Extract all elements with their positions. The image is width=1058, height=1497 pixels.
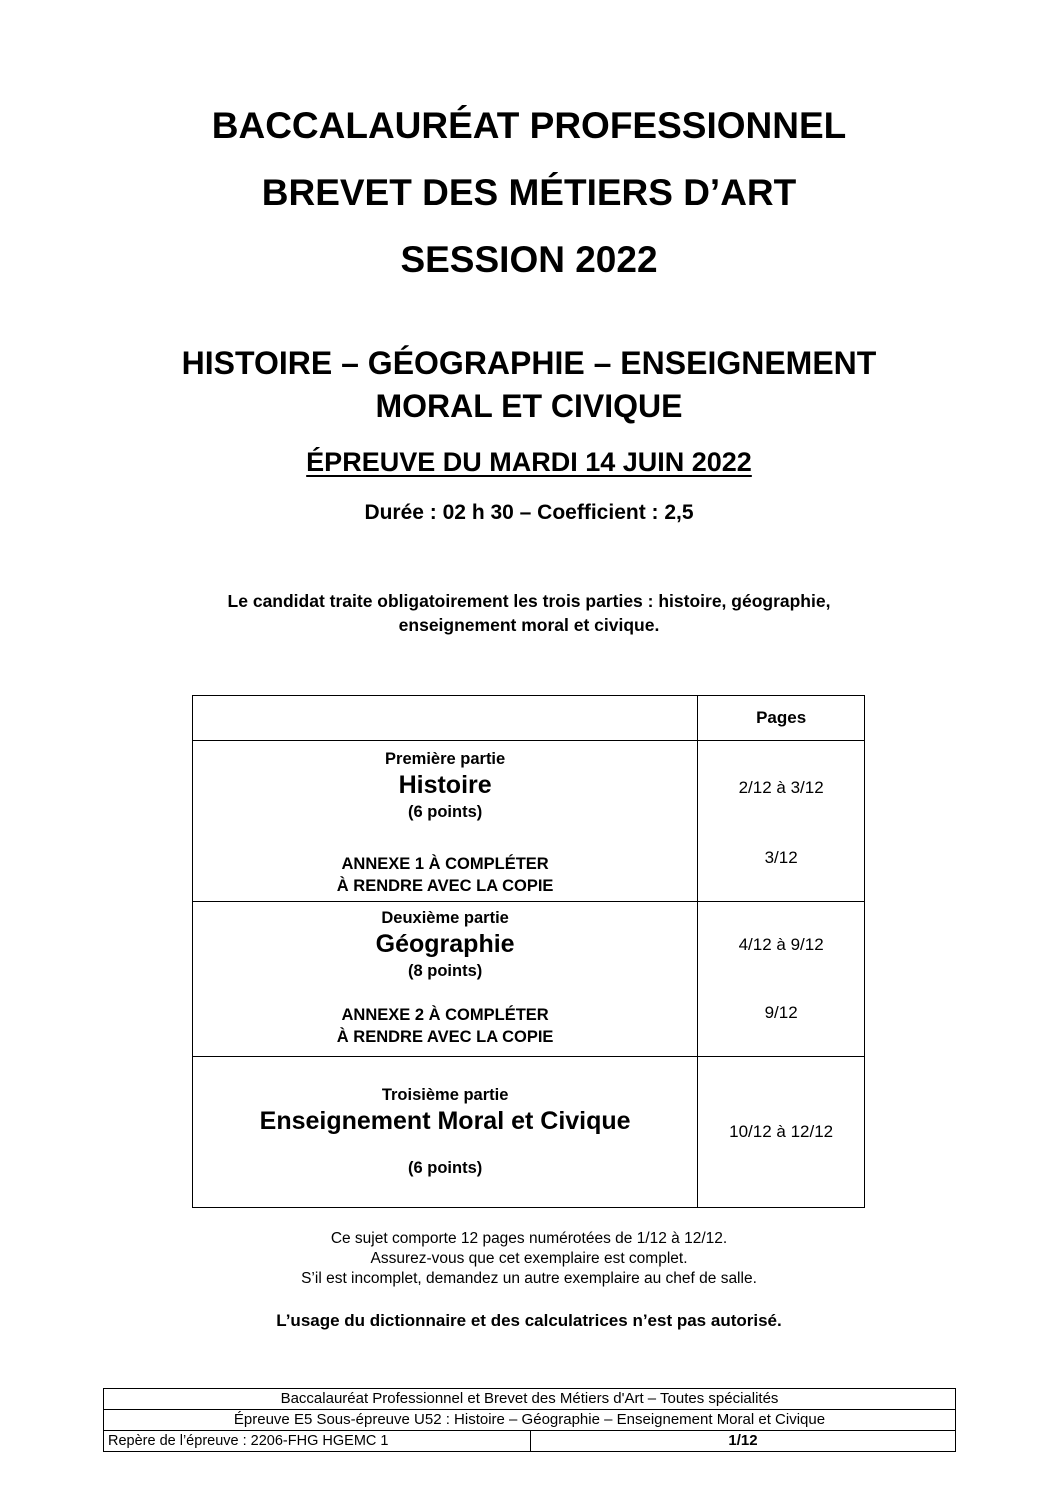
part-1-label: Première partie [385, 750, 506, 768]
part-1-title: Histoire [398, 771, 492, 799]
annexe-2-line-1: ANNEXE 2 À COMPLÉTER [341, 1006, 549, 1024]
part-2-title: Géographie [375, 930, 515, 958]
part-3-title: Enseignement Moral et Civique [259, 1107, 631, 1135]
table-header-row [193, 696, 865, 741]
part-3-cell [193, 1057, 698, 1208]
subject-line-2: MORAL ET CIVIQUE [375, 388, 683, 424]
duration-coefficient: Durée : 02 h 30 – Coefficient : 2,5 [364, 501, 694, 524]
exam-date: ÉPREUVE DU MARDI 14 JUIN 2022 [306, 447, 752, 477]
header-line-3: SESSION 2022 [400, 239, 658, 280]
header-line-1: BACCALAURÉAT PROFESSIONNEL [211, 105, 847, 146]
annexe-2-line-2: À RENDRE AVEC LA COPIE [336, 1028, 554, 1046]
part-1-pages: 2/12 à 3/12 [738, 778, 824, 797]
footer-diploma: Baccalauréat Professionnel et Brevet des Métiers d'Art – Toutes spécialités [104, 1389, 956, 1410]
part-2-points: (8 points) [408, 962, 483, 980]
part-2-pages-cell [698, 902, 865, 1057]
part-1-cell [193, 741, 698, 902]
parts-table [192, 695, 865, 1208]
part-3-pages: 10/12 à 12/12 [729, 1122, 834, 1141]
part-1-pages-cell [698, 741, 865, 902]
intro-line-1: Le candidat traite obligatoirement les trois parties : histoire, géographie, [227, 591, 831, 611]
footer-row-2 [104, 1410, 956, 1431]
part-2-cell [193, 902, 698, 1057]
calculator-warning: L’usage du dictionnaire et des calculatrices n’est pas autorisé. [276, 1311, 782, 1330]
notice-line-3: S’il est incomplet, demandez un autre exemplaire au chef de salle. [301, 1270, 757, 1287]
table-row-part-1 [193, 741, 865, 902]
subject-line-1: HISTOIRE – GÉOGRAPHIE – ENSEIGNEMENT [181, 345, 877, 381]
part-3-pages-cell [698, 1057, 865, 1208]
footer-table [103, 1388, 956, 1452]
table-row-part-2 [193, 902, 865, 1057]
notice-line-2: Assurez-vous que cet exemplaire est complet. [370, 1250, 688, 1267]
table-row-part-3 [193, 1057, 865, 1208]
part-1-points: (6 points) [408, 803, 483, 821]
annexe-2-pages: 9/12 [764, 1003, 798, 1022]
intro-line-2: enseignement moral et civique. [398, 615, 660, 635]
part-2-label: Deuxième partie [381, 909, 509, 927]
annexe-1-line-2: À RENDRE AVEC LA COPIE [336, 877, 554, 895]
table-header-empty [193, 696, 698, 741]
annexe-1-pages: 3/12 [764, 848, 798, 867]
footer-epreuve: Épreuve E5 Sous-épreuve U52 : Histoire – Géographie – Enseignement Moral et Civique [104, 1410, 956, 1431]
part-3-label: Troisième partie [381, 1086, 509, 1104]
notice-line-1: Ce sujet comporte 12 pages numérotées de 1/12 à 12/12. [330, 1230, 728, 1247]
annexe-1-line-1: ANNEXE 1 À COMPLÉTER [341, 855, 549, 873]
footer-row-1 [104, 1389, 956, 1410]
footer-page-number: 1/12 [531, 1431, 956, 1452]
footer-reference: Repère de l’épreuve : 2206-FHG HGEMC 1 [104, 1431, 531, 1452]
part-2-pages: 4/12 à 9/12 [738, 935, 824, 954]
part-3-points: (6 points) [408, 1159, 483, 1177]
footer-row-3 [104, 1431, 956, 1452]
header-line-2: BREVET DES MÉTIERS D’ART [261, 172, 797, 213]
pages-header: Pages [698, 696, 865, 741]
